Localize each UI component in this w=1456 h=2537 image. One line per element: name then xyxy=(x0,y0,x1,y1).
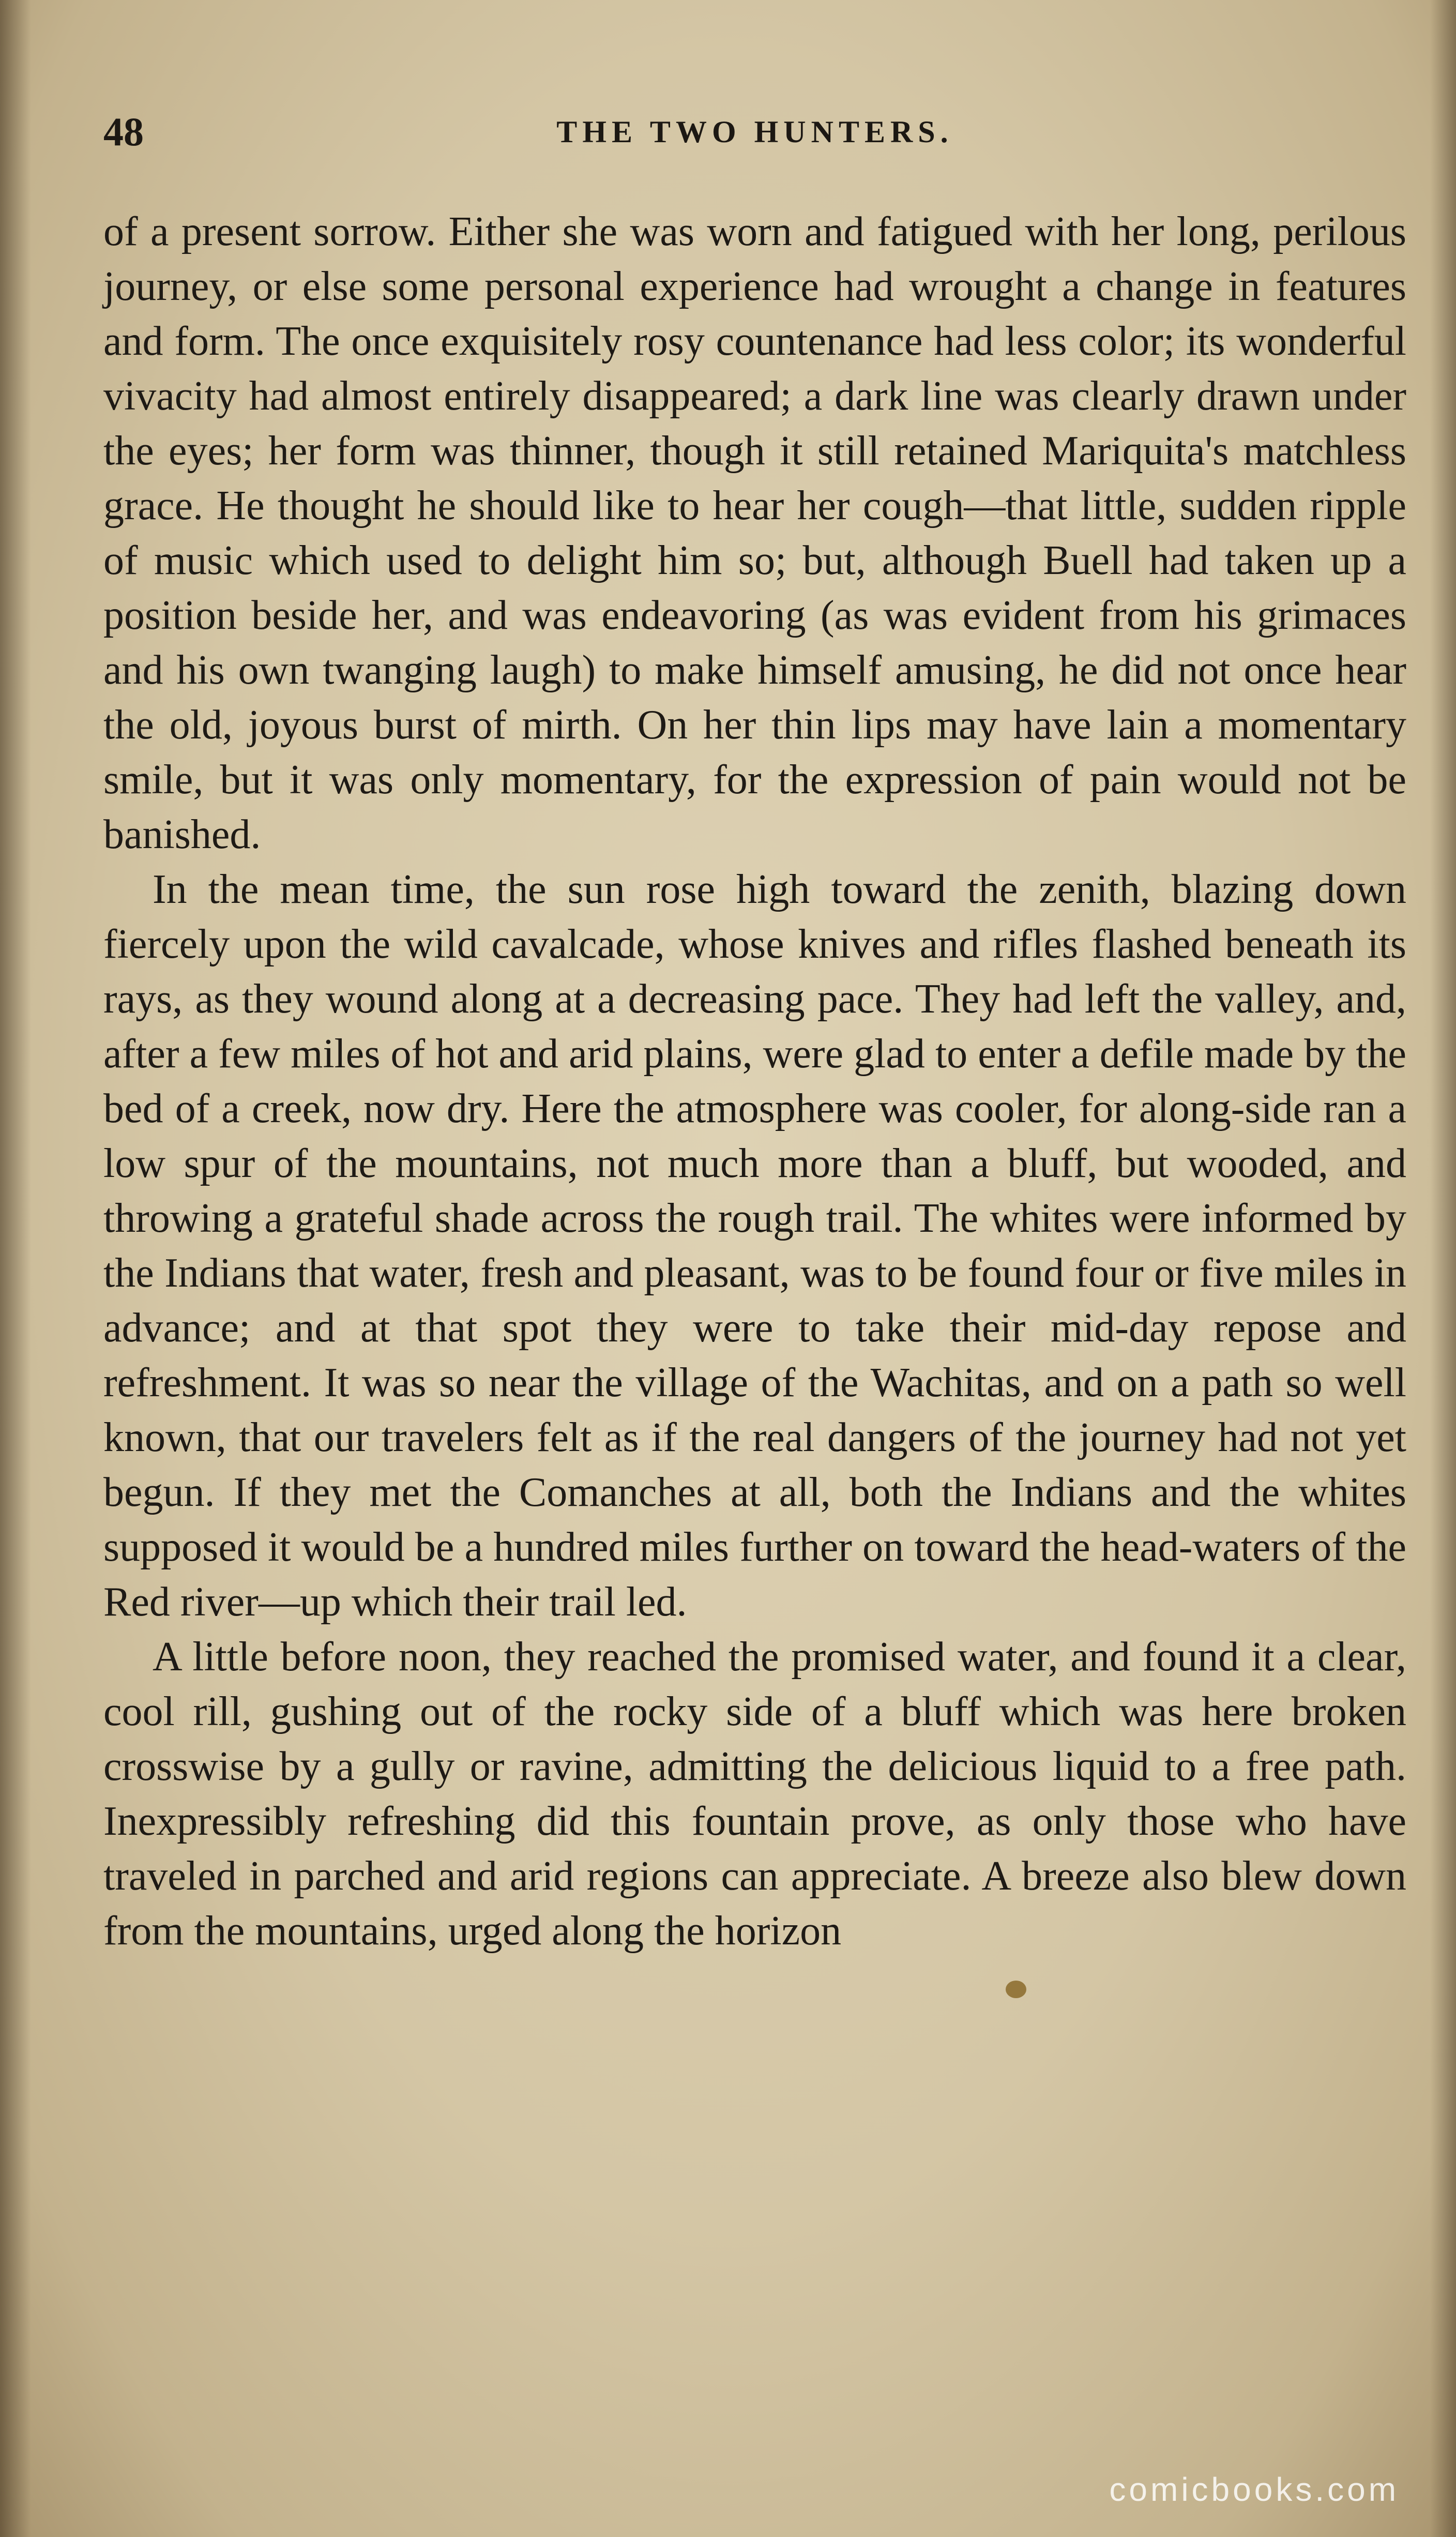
paper-stain xyxy=(1006,1981,1026,1998)
paragraph-2: In the mean time, the sun rose high toward the zenith, blazing down fiercely upon the wild cavalcade, whose knives and rifles flashed beneath its rays, as they wound along at a decreasing pace. They had left the valley, and, after a few miles of hot and arid plains, were glad to enter a defile made by the bed of a creek, now dry. Here the atmosphere was cooler, for along-side ran a low spur of the mountains, not much more than a bluff, but wooded, and throwing a grateful shade across the rough trail. The whites were informed by the Indians that water, fresh and pleasant, was to be found four or five miles in advance; and at that spot they were to take their mid-day repose and refreshment. It was so near the village of the Wachitas, and on a path so well known, that our travelers felt as if the real dangers of the journey had not yet begun. If they met the Comanches at all, both the Indians and the whites supposed it would be a hundred miles further on toward the head-waters of the Red river—up which their trail led. xyxy=(103,867,1406,1625)
page-header xyxy=(103,103,1406,160)
running-head: THE TWO HUNTERS. xyxy=(556,115,953,149)
paragraph-1: of a present sorrow. Either she was worn and fatigued with her long, perilous journey, or else some personal experience had wrought a change in features and form. The once exquisitely rosy countenance had less color; its wonderful vivacity had almost entirely disappeared; a dark line was clearly drawn under the eyes; her form was thinner, though it still retained Mariquita's matchless grace. He thought he should like to hear her cough—that little, sudden ripple of music which used to delight him so; but, although Buell had taken up a position beside her, and was endeavoring (as was evident from his grimaces and his own twanging laugh) to make himself amusing, he did not once hear the old, joyous burst of mirth. On her thin lips may have lain a momentary smile, but it was only momentary, for the expression of pain would not be banished. xyxy=(103,209,1406,857)
page-number: 48 xyxy=(103,109,144,154)
body-text xyxy=(103,204,1406,1958)
paragraph-3: A little before noon, they reached the promised water, and found it a clear, cool rill, gushing out of the rocky side of a bluff which was here broken crosswise by a gully or ravine, admitting the delicious liquid to a free path. Inexpressibly refreshing did this fountain prove, as only those who have traveled in parched and arid regions can appreciate. A breeze also blew down from the mountains, urged along the horizon xyxy=(103,1634,1406,1954)
watermark-text: comicbooks.com xyxy=(1109,2471,1399,2508)
